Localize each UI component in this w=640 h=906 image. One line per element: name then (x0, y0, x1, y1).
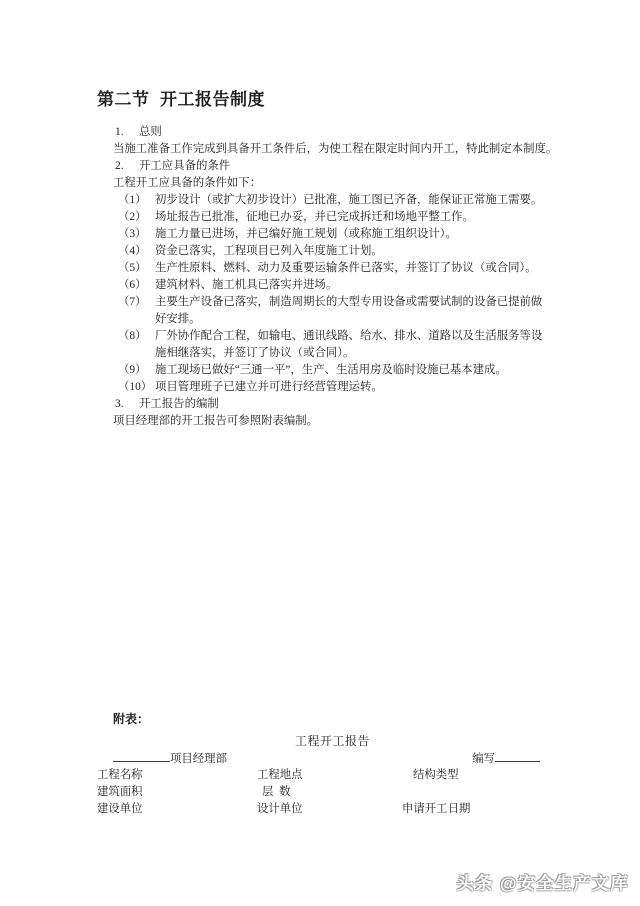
section-heading-text: 开工报告的编制 (139, 398, 219, 410)
field-label-project-name: 工程名称 (97, 769, 143, 781)
field-label-construction-unit: 建设单位 (97, 803, 143, 815)
form-row (97, 766, 540, 782)
item-text: 施工现场已做好“三通一平”，生产、生活用房及临时设施已基本建成。 (155, 364, 507, 376)
list-item (113, 243, 550, 260)
paragraph-compilation: 项目经理部的开工报告可参照附表编制。 (113, 415, 319, 427)
field-label-structure-type: 结构类型 (413, 769, 459, 781)
document-body (113, 124, 558, 430)
list-item (113, 362, 550, 379)
list-item (113, 226, 550, 243)
attachment-label: 附表： (113, 712, 150, 726)
field-label-building-area: 建筑面积 (97, 786, 143, 798)
item-number: （1） (118, 194, 147, 206)
dept-label: 项目经理部 (170, 753, 227, 765)
watermark-text: 头条 @安全生产文库 (456, 874, 629, 893)
item-number: （3） (118, 228, 147, 240)
author-label: 编写 (472, 753, 495, 765)
section-number: 2. (115, 160, 124, 172)
form-row (97, 783, 540, 799)
item-number: （10） (118, 381, 153, 393)
page-title: 第二节 开工报告制度 (97, 90, 265, 109)
paragraph-conditions-intro: 工程开工应具备的条件如下： (113, 177, 262, 189)
list-item (113, 277, 550, 294)
fill-in-blank-dept (113, 749, 170, 762)
item-number: （2） (118, 211, 147, 223)
item-text: 厂外协作配合工程，如输电、通讯线路、给水、排水、道路以及生活服务等设施相继落实，并签订了协议（或合同）。 (155, 330, 543, 359)
list-item (113, 379, 550, 396)
field-label-project-location: 工程地点 (257, 769, 303, 781)
item-number: （7） (118, 296, 147, 308)
list-item (113, 328, 550, 362)
item-number: （5） (118, 262, 147, 274)
section-heading-1 (113, 124, 550, 141)
list-item (113, 192, 550, 209)
section-heading-text: 开工应具备的条件 (139, 160, 231, 172)
item-text: 建筑材料、施工机具已落实并进场。 (155, 279, 338, 291)
item-text: 资金已落实，工程项目已列入年度施工计划。 (155, 245, 383, 257)
field-label-start-date: 申请开工日期 (402, 803, 471, 815)
dept-line (113, 749, 227, 766)
item-text: 场址报告已批准，征地已办妥，并已完成拆迁和场地平整工作。 (155, 211, 474, 223)
attachment-form (97, 710, 540, 820)
item-text: 生产性原料、燃料、动力及重要运输条件已落实，并签订了协议（或合同）。 (155, 262, 537, 274)
item-number: （8） (118, 330, 147, 342)
list-item (113, 260, 550, 277)
paragraph-general: 当施工准备工作完成到具备开工条件后，为使工程在限定时间内开工，特此制定本制度。 (113, 143, 558, 155)
section-number: 1. (115, 126, 124, 138)
section-heading-3 (113, 396, 550, 413)
form-row (97, 800, 540, 816)
form-title: 工程开工报告 (295, 734, 371, 748)
item-number: （6） (118, 279, 147, 291)
item-number: （4） (118, 245, 147, 257)
item-number: （9） (118, 364, 147, 376)
item-text: 项目管理班子已建立并可进行经营管理运转。 (155, 381, 383, 393)
section-heading-text: 总则 (139, 126, 162, 138)
fill-in-blank-author (495, 749, 540, 762)
field-label-design-unit: 设计单位 (257, 803, 303, 815)
item-text: 初步设计（或扩大初步设计）已批准，施工图已齐备，能保证正常施工需要。 (155, 194, 543, 206)
section-number: 3. (115, 398, 124, 410)
field-label-floor-count: 层 数 (262, 786, 291, 798)
author-line (472, 749, 540, 766)
item-text: 施工力量已进场，并已编好施工规划（或称施工组织设计）。 (155, 228, 457, 240)
section-heading-2 (113, 158, 550, 175)
list-item (113, 209, 550, 226)
list-item (113, 294, 550, 328)
item-text: 主要生产设备已落实，制造周期长的大型专用设备或需要试制的设备已提前做好安排。 (155, 296, 543, 325)
